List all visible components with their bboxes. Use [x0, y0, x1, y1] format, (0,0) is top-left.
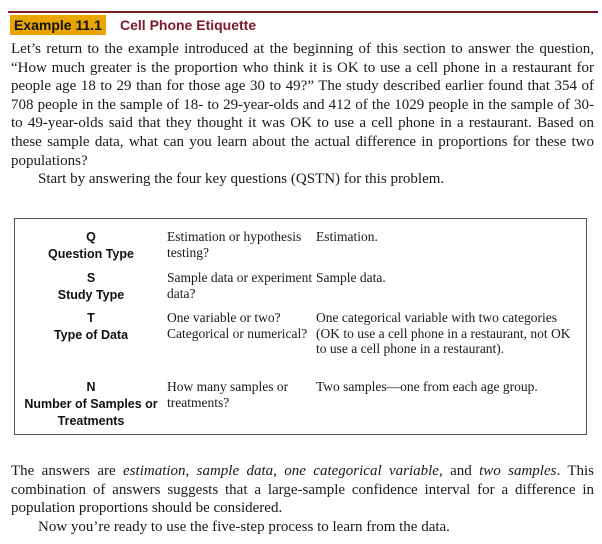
qstn-letter-cell: [15, 310, 167, 344]
answers-suffix: . This combination of answers suggests that a large-sample confidence interval for a difference in population proportions should be considered.: [11, 463, 594, 517]
answer-sample-data: sample data: [196, 463, 274, 479]
answer-estimation: estimation: [123, 463, 186, 479]
qstn-letter: N: [86, 380, 96, 394]
answer-one-categorical: one categorical variable: [284, 463, 439, 479]
qstn-letter-cell: [15, 229, 167, 263]
example-title: Cell Phone Etiquette: [120, 17, 257, 33]
qstn-letter-cell: [15, 270, 167, 304]
qstn-answer: One categorical variable with two categories (OK to use a cell phone in a restaurant, not OK to use a cell phone in a restaurant).: [316, 310, 571, 356]
qstn-letter: T: [87, 311, 95, 325]
qstn-answer: Two samples—one from each age group.: [316, 379, 538, 394]
qstn-label: Study Type: [57, 288, 125, 302]
qstn-question: How many samples or treatments?: [167, 379, 289, 410]
example-number-badge: Example 11.1: [10, 15, 106, 35]
answer-two-samples: two samples: [479, 463, 557, 479]
answers-sep: ,: [185, 463, 197, 479]
qstn-letter: S: [86, 271, 96, 285]
qstn-label: Question Type: [48, 247, 134, 261]
closing-paragraph: Now you’re ready to use the five-step process to learn from the data.: [38, 519, 450, 535]
qstn-label: Type of Data: [53, 328, 129, 342]
answers-paragraph: [11, 462, 594, 518]
qstn-intro-paragraph: Start by answering the four key questions (QSTN) for this problem.: [38, 171, 445, 187]
answers-sep: , and: [438, 463, 480, 479]
qstn-table: [14, 218, 587, 435]
qstn-letter-cell: [15, 379, 167, 430]
answers-sep: ,: [273, 463, 285, 479]
qstn-letter: Q: [86, 230, 96, 244]
qstn-answer: Sample data.: [316, 270, 386, 285]
qstn-question: One variable or two? Categorical or numerical?: [167, 310, 308, 341]
intro-paragraph: Let’s return to the example introduced at the beginning of this section to answer the question, “How much greater is the proportion who think it is OK to use a cell phone in a restaurant for people age 18 to 29 than for those age 30 to 49?” The study described earlier found that 354 of 708 people in the sample of 18- to 29-year-olds and 412 of the 1029 people in the sample of 30- to 49-year-olds said that they thought it was OK to use a cell phone in a restaurant. Based on these sample data, what can you learn about the actual difference in proportions for these two populations?: [11, 41, 594, 169]
answers-prefix: The answers are: [11, 463, 124, 479]
qstn-answer: Estimation.: [316, 229, 378, 244]
qstn-question: Sample data or experiment data?: [167, 270, 313, 301]
qstn-label: Number of Samples or Treatments: [24, 397, 158, 428]
example-header: [8, 11, 598, 36]
qstn-question: Estimation or hypothesis testing?: [167, 229, 302, 260]
